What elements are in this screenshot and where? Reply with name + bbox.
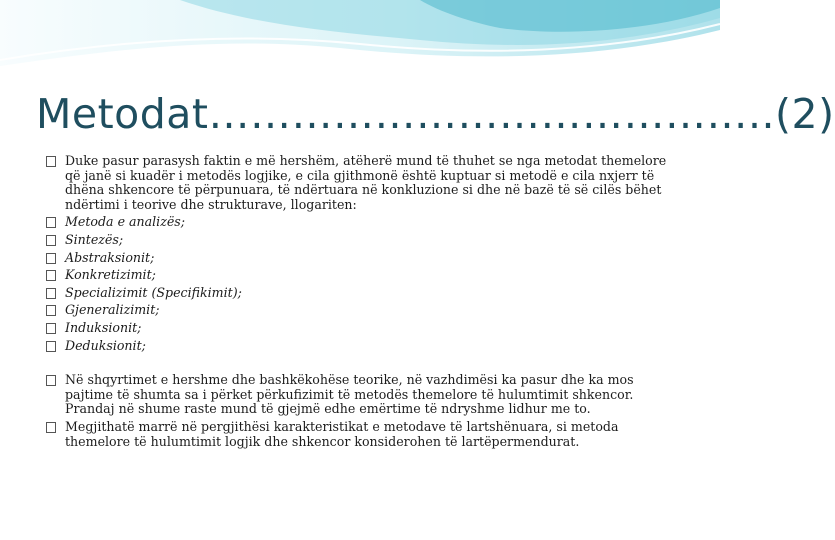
- bullet-box-icon: [46, 288, 56, 299]
- bullet-method-induction: Induksionit;: [44, 321, 684, 336]
- slide-title: Metodat…………………………………..(2): [36, 90, 835, 138]
- bullet-method-concretization: Konkretizimit;: [44, 268, 684, 283]
- section-spacer: [44, 356, 684, 373]
- bullet-box-icon: [46, 422, 56, 433]
- bullet-box-icon: [46, 341, 56, 352]
- bullet-conclusion: Megjithatë marrë në pergjithësi karakteristikat e metodave të lartshënuara, si metoda themelore të hulumtimit logjik dhe shkencor konsiderohen të lartëpermendurat.: [44, 420, 684, 449]
- bullet-box-icon: [46, 217, 56, 228]
- bullet-intro: Duke pasur parasysh faktin e më hershëm, atëherë mund të thuhet se nga metodat themelore që janë si kuadër i metodës logjike, e cila gjithmonë është kuptuar si metodë e cila nxjerr të dhëna shkencore të përpunuara, të ndërtuara në konkluzione si dhe në bazë të së cilës bëhet ndërtimi i teorive dhe strukturave, llogariten:: [44, 154, 684, 212]
- bullet-method-analysis: Metoda e analizës;: [44, 215, 684, 230]
- bullet-box-icon: [46, 305, 56, 316]
- bullet-box-icon: [46, 253, 56, 264]
- bullet-method-deduction: Deduksionit;: [44, 339, 684, 354]
- bullet-method-synthesis: Sintezës;: [44, 233, 684, 248]
- bullet-box-icon: [46, 323, 56, 334]
- bullet-box-icon: [46, 156, 56, 167]
- bullet-method-specialization: Specializimit (Specifikimit);: [44, 286, 684, 301]
- bullet-method-abstraction: Abstraksionit;: [44, 251, 684, 266]
- bullet-box-icon: [46, 375, 56, 386]
- header-wave-decoration: [0, 0, 720, 80]
- bullet-disagreements: Në shqyrtimet e hershme dhe bashkëkohëse teorike, në vazhdimësi ka pasur dhe ka mos pajtime të shumta sa i përket përkufizimit të metodës themelore të hulumtimit shkencor. Prandaj në shume raste mund të gjejmë edhe emërtime të ndryshme lidhur me to.: [44, 373, 684, 417]
- slide-body: [44, 154, 684, 452]
- bullet-box-icon: [46, 235, 56, 246]
- bullet-box-icon: [46, 270, 56, 281]
- bullet-method-generalization: Gjeneralizimit;: [44, 303, 684, 318]
